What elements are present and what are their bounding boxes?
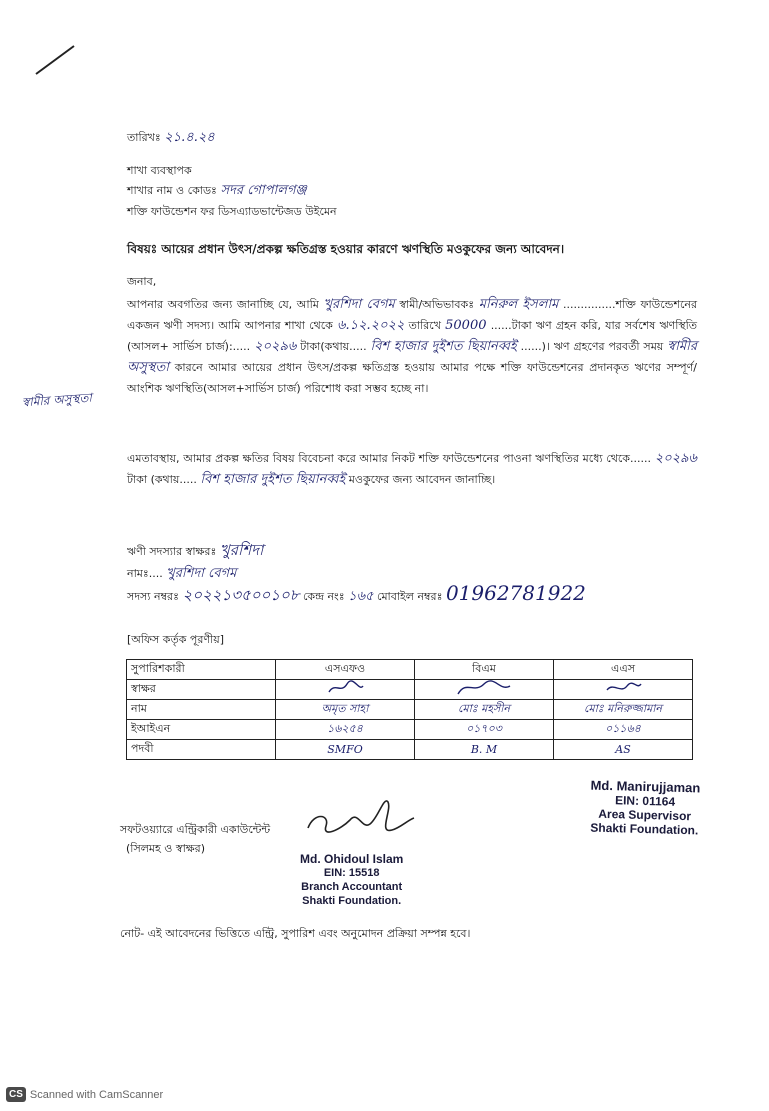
center-label: কেন্দ্র নংঃ: [302, 590, 345, 603]
stamp-line: EIN: 01164: [614, 793, 676, 809]
reason-fill: স্বামীর অসুস্থতা: [127, 339, 697, 375]
row-label: ইআইএন: [127, 720, 276, 740]
mobile-label: মোবাইল নম্বরঃ: [376, 590, 443, 603]
recipient-title: শাখা ব্যবস্থাপক: [127, 164, 192, 177]
org-line: শক্তি ফাউন্ডেশন ফর ডিসএ্যাডভান্টেজড উইমেন: [127, 205, 337, 218]
signature-cell: [415, 680, 554, 700]
table-row: [127, 700, 693, 720]
stamp-line: Md. Ohidoul Islam: [300, 852, 404, 866]
pen-stroke-mark: [30, 40, 80, 80]
member-name-label: নামঃ....: [127, 567, 163, 580]
scanner-watermark: [6, 1087, 163, 1102]
table-header-cell: এসএফও: [276, 660, 415, 680]
member-number-label: সদস্য নম্বরঃ: [127, 590, 179, 603]
p1-text-c: ...............শক্তি ফাউন্ডেশনের একজন ঋণী সদস্য। আমি আপনার শাখা থেকে: [127, 298, 697, 332]
approval-table: [126, 659, 693, 760]
date-value: ২১.৪.২৪: [164, 130, 215, 145]
p1-text-b: স্বামী/অভিভাবকঃ: [399, 298, 475, 311]
p1-text-e: ......টাকা ঋণ গ্রহন করি, যার সর্বশেষ ঋণস্থিতি (আসল+ সার্ভিস চার্জ):.....: [127, 319, 698, 353]
footer-note: নোট- এই আবেদনের ভিত্তিতে এন্ট্রি, সুপারিশ এবং অনুমোদন প্রক্রিয়া সম্পন্ন হবে।: [120, 927, 471, 940]
salutation: জনাব,: [127, 275, 157, 288]
table-header-cell: সুপারিশকারী: [127, 660, 276, 680]
accountant-stamp: [300, 852, 403, 908]
stamp-line: Shakti Foundation.: [590, 820, 699, 838]
p2-text-a: এমতাবস্থায়, আমার প্রকল্প ক্ষতির বিষয় বিবেচনা করে আমার নিকট শক্তি ফাউন্ডেশনের পাওনা ঋণস্থিতির মধ্যে থেকে......: [127, 452, 651, 465]
subject-line: বিষয়ঃ আয়ের প্রধান উৎস/প্রকল্প ক্ষতিগ্রস্ত হওয়ার কারণে ঋণস্থিতি মওকুফের জন্য আবেদন।: [127, 242, 565, 256]
member-sign-label: ঋণী সদস্যার স্বাক্ষরঃ: [127, 545, 217, 558]
member-signature: খুরশিদা: [219, 541, 264, 559]
table-row: [127, 720, 693, 740]
supervisor-stamp: [589, 779, 700, 838]
p1-text-g: ......)। ঋণ গ্রহণের পরবর্তী সময়: [520, 340, 664, 353]
outstanding-fill: ২০২৯৬: [254, 339, 297, 354]
table-cell: অমৃত সাহা: [276, 700, 415, 720]
stamp-line: Branch Accountant: [301, 881, 403, 893]
row-label: নাম: [127, 700, 276, 720]
member-name-value: খুরশিদা বেগম: [166, 566, 237, 581]
signature-scribble-icon: [454, 680, 514, 696]
accountant-label: সফটওয়্যারে এন্ট্রিকারী একাউন্টেন্ট: [120, 823, 271, 836]
table-header-row: [127, 660, 693, 680]
margin-note: স্বামীর অসুস্থতা: [21, 390, 93, 410]
p1-text-d: তারিখে: [408, 319, 441, 332]
member-number-line: [127, 581, 586, 605]
camscanner-logo-icon: CS: [6, 1087, 26, 1102]
table-cell: মোঃ মনিরুজ্জামান: [554, 700, 693, 720]
p1-text-h: কারনে আমার আয়ের প্রধান উৎস/প্রকল্প ক্ষতিগ্রস্ত হওয়ায় আমার পক্ষে শক্তি ফাউন্ডেশনের প্রদানকৃত ঋণের সম্পূর্ণ/আংশিক ঋণস্থিতি(আসল+সার্ভিস চার্জ) পরিশোধ করা সম্ভব হচ্ছে না।: [127, 361, 697, 395]
p2-text-b: টাকা (কথায়.....: [127, 473, 197, 486]
member-signature-line: [127, 543, 263, 559]
signature-cell: [276, 680, 415, 700]
signature-cell: [554, 680, 693, 700]
center-value: ১৬৫: [348, 589, 374, 604]
member-name-line: [127, 566, 236, 581]
signature-scribble-icon: [325, 680, 365, 696]
branch-value: সদর গোপালগঞ্জ: [220, 183, 307, 198]
branch-line: [127, 183, 307, 198]
body-paragraph-2: [127, 448, 697, 490]
table-header-cell: এএস: [554, 660, 693, 680]
table-cell: ০১৭০৩: [415, 720, 554, 740]
table-row: [127, 680, 693, 700]
body-paragraph-1: [127, 294, 697, 399]
signature-scribble-icon: [603, 680, 643, 696]
date-label: তারিখঃ: [127, 131, 161, 144]
date-line: [127, 130, 215, 145]
table-cell: ১৬২৫৪: [276, 720, 415, 740]
mobile-value: 01962781922: [445, 581, 586, 605]
office-fill-note: [অফিস কর্তৃক পূরণীয়]: [127, 633, 224, 646]
table-cell: SMFO: [276, 740, 415, 760]
outstanding-words-fill: বিশ হাজার দুইশত ছিয়ানব্বই: [370, 339, 517, 354]
waive-words-fill: বিশ হাজার দুইশত ছিয়ানব্বই: [200, 472, 346, 487]
member-number-value: ২০২২১৩৫০০১০৮: [182, 586, 300, 604]
p1-text-a: আপনার অবগতির জন্য জানাচ্ছি যে, আমি: [127, 298, 319, 311]
table-header-cell: বিএম: [415, 660, 554, 680]
stamp-line: Md. Manirujjaman: [590, 777, 701, 796]
scanner-text: Scanned with CamScanner: [29, 1088, 164, 1101]
table-cell: মোঃ মহসীন: [415, 700, 554, 720]
table-row: [127, 740, 693, 760]
branch-label: শাখার নাম ও কোডঃ: [127, 184, 217, 197]
p1-text-f: টাকা(কথায়.....: [300, 340, 367, 353]
loan-date-fill: ৬.১২.২০২২: [337, 318, 405, 333]
accountant-signature-icon: [300, 790, 420, 845]
waive-amount-fill: ২০২৯৬: [654, 451, 698, 466]
stamp-line: Shakti Foundation.: [302, 895, 402, 907]
row-label: স্বাক্ষর: [127, 680, 276, 700]
guardian-name-fill: মনিরুল ইসলাম: [478, 297, 559, 312]
row-label: পদবী: [127, 740, 276, 760]
accountant-seal-label: (সিলমহ ও স্বাক্ষর): [126, 842, 206, 855]
p2-text-c: মওকুফের জন্য আবেদন জানাচ্ছি।: [348, 473, 496, 486]
member-name-fill: খুরশিদা বেগম: [323, 297, 395, 312]
stamp-line: Area Supervisor: [598, 806, 692, 824]
loan-amount-fill: 50000: [445, 318, 487, 333]
table-cell: ০১১৬৪: [554, 720, 693, 740]
stamp-line: EIN: 15518: [323, 867, 380, 879]
table-cell: AS: [554, 740, 693, 760]
table-cell: B. M: [415, 740, 554, 760]
